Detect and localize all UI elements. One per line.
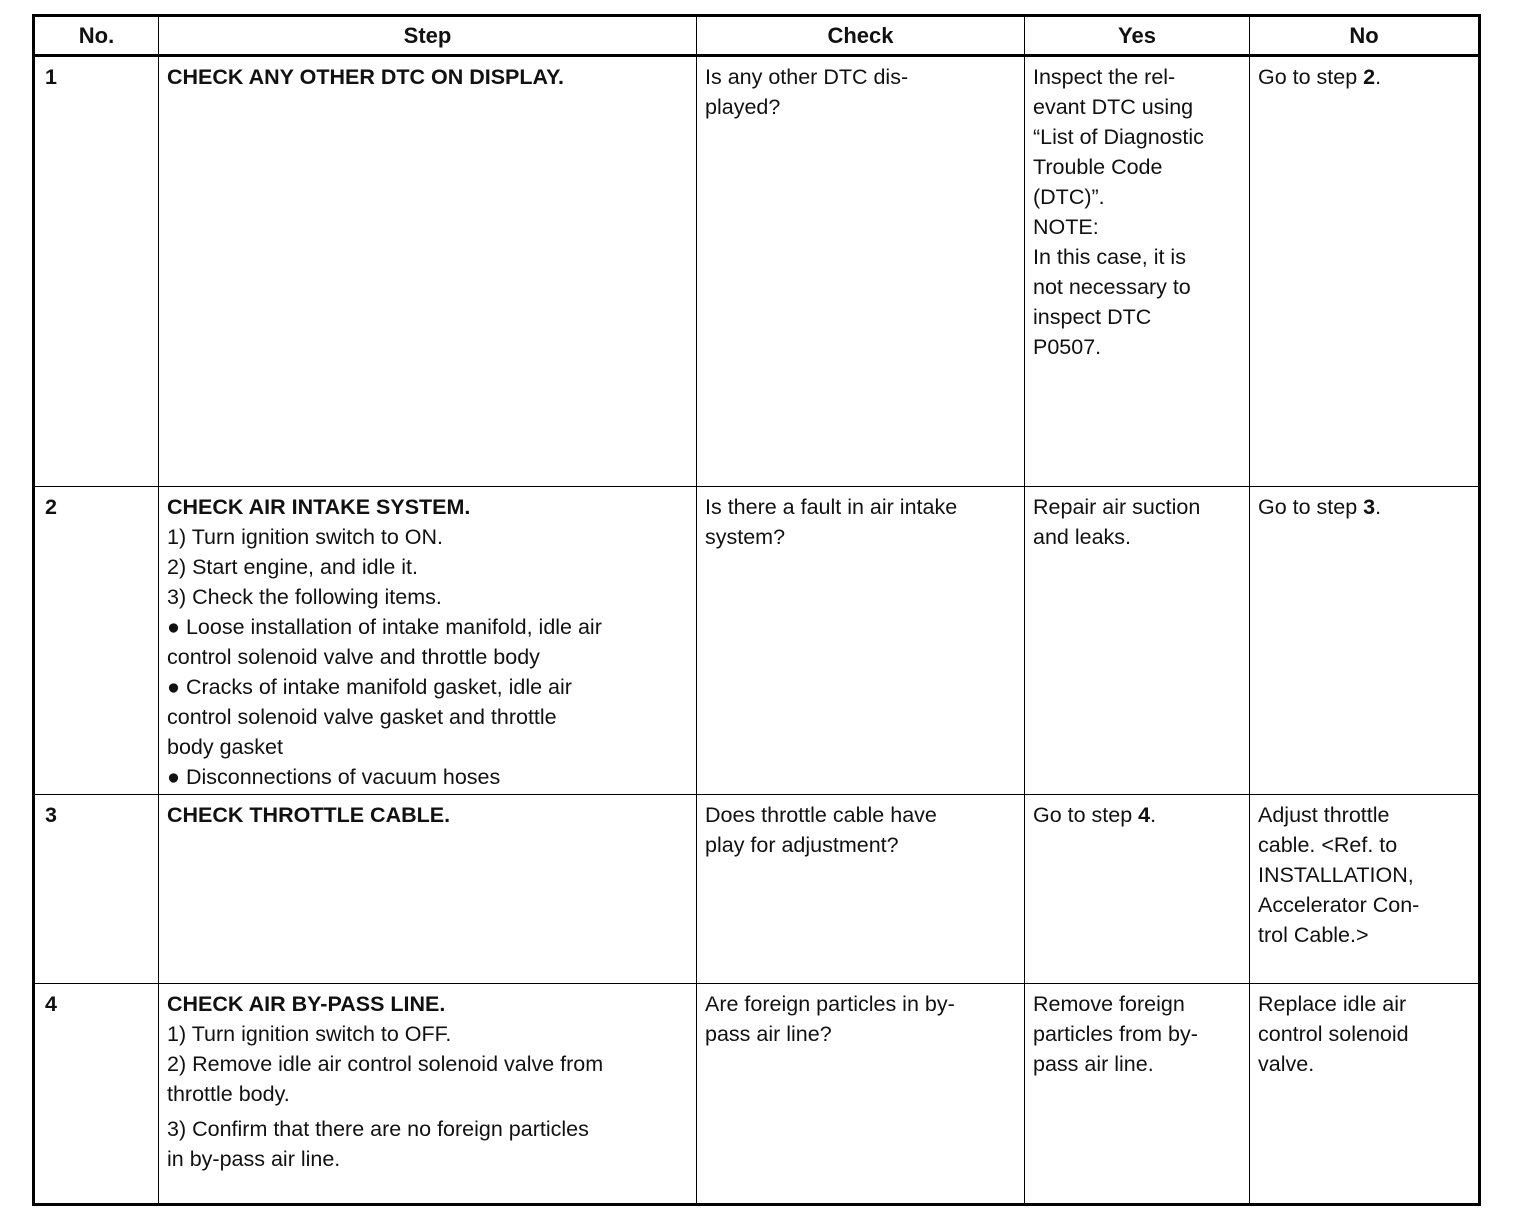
yes-cell <box>1025 795 1250 984</box>
step-instruction: 1) Turn ignition switch to ON. <box>167 525 444 549</box>
check-text: Is any other DTC dis- <box>705 65 909 89</box>
step-cell <box>159 795 697 984</box>
header-check: Check <box>697 16 1025 56</box>
yes-text-end: . <box>1150 803 1157 827</box>
yes-text: evant DTC using <box>1033 95 1194 119</box>
step-title: CHECK ANY OTHER DTC ON DISPLAY. <box>167 65 565 89</box>
goto-step-number: 3 <box>1363 495 1376 519</box>
no-cell <box>1250 487 1480 795</box>
step-instruction: 3) Check the following items. <box>167 585 442 609</box>
yes-text: Repair air suction <box>1033 495 1201 519</box>
step-cell <box>159 56 697 487</box>
check-text: play for adjustment? <box>705 833 899 857</box>
yes-cell <box>1025 984 1250 1205</box>
header-step: Step <box>159 16 697 56</box>
yes-cell <box>1025 487 1250 795</box>
step-instruction: 1) Turn ignition switch to OFF. <box>167 1022 452 1046</box>
header-yes: Yes <box>1025 16 1250 56</box>
yes-cell <box>1025 56 1250 487</box>
check-cell <box>697 984 1025 1205</box>
row-number: 4 <box>34 984 159 1205</box>
row-number: 2 <box>34 487 159 795</box>
bullet-item-cont: control solenoid valve gasket and throttle <box>167 705 557 729</box>
no-text-end: . <box>1375 65 1382 89</box>
yes-text: particles from by- <box>1033 1022 1198 1046</box>
header-no-result: No <box>1250 16 1480 56</box>
step-instruction-cont: throttle body. <box>167 1082 290 1106</box>
goto-step-number: 2 <box>1363 65 1376 89</box>
yes-text: “List of Diagnostic <box>1033 125 1204 149</box>
yes-text: Trouble Code <box>1033 155 1163 179</box>
step-title: CHECK THROTTLE CABLE. <box>167 803 451 827</box>
step-instruction: 2) Remove idle air control solenoid valve from <box>167 1052 604 1076</box>
note-text: inspect DTC <box>1033 305 1152 329</box>
note-text: P0507. <box>1033 335 1102 359</box>
note-text: In this case, it is <box>1033 245 1186 269</box>
no-text: valve. <box>1258 1052 1315 1076</box>
row-number: 3 <box>34 795 159 984</box>
bullet-item-cont: body gasket <box>167 735 283 759</box>
header-row <box>34 16 1480 56</box>
check-text: system? <box>705 525 786 549</box>
table-row <box>34 984 1480 1205</box>
yes-text: pass air line. <box>1033 1052 1154 1076</box>
no-text: trol Cable.> <box>1258 923 1369 947</box>
step-instruction: 3) Confirm that there are no foreign particles <box>167 1117 589 1141</box>
no-text-end: . <box>1375 495 1382 519</box>
no-text: cable. <Ref. to <box>1258 833 1398 857</box>
bullet-item: ● Disconnections of vacuum hoses <box>167 765 501 789</box>
step-instruction: 2) Start engine, and idle it. <box>167 555 418 579</box>
check-cell <box>697 56 1025 487</box>
note-text: not necessary to <box>1033 275 1191 299</box>
diagnostic-table <box>32 14 1481 1206</box>
row-number: 1 <box>34 56 159 487</box>
header-no: No. <box>34 16 159 56</box>
check-text: Is there a fault in air intake <box>705 495 958 519</box>
check-cell <box>697 487 1025 795</box>
step-cell <box>159 984 697 1205</box>
no-text: Replace idle air <box>1258 992 1407 1016</box>
bullet-item-cont: control solenoid valve and throttle body <box>167 645 540 669</box>
bullet-item: ● Cracks of intake manifold gasket, idle air <box>167 675 572 699</box>
no-text: Accelerator Con- <box>1258 893 1420 917</box>
no-text: INSTALLATION, <box>1258 863 1414 887</box>
table-row <box>34 795 1480 984</box>
note-label: NOTE: <box>1033 215 1099 239</box>
check-text: pass air line? <box>705 1022 832 1046</box>
no-text: Go to step <box>1258 65 1364 89</box>
check-text: played? <box>705 95 781 119</box>
check-text: Does throttle cable have <box>705 803 937 827</box>
table-header <box>34 16 1480 56</box>
step-title: CHECK AIR INTAKE SYSTEM. <box>167 495 471 519</box>
step-instruction-cont: in by-pass air line. <box>167 1147 341 1171</box>
step-title: CHECK AIR BY-PASS LINE. <box>167 992 446 1016</box>
yes-text: Remove foreign <box>1033 992 1185 1016</box>
no-cell <box>1250 56 1480 487</box>
no-text: Go to step <box>1258 495 1364 519</box>
table-row <box>34 487 1480 795</box>
bullet-item: ● Loose installation of intake manifold, idle air <box>167 615 602 639</box>
no-text: control solenoid <box>1258 1022 1409 1046</box>
no-text: Adjust throttle <box>1258 803 1390 827</box>
goto-step-number: 4 <box>1138 803 1151 827</box>
yes-text: (DTC)”. <box>1033 185 1105 209</box>
yes-text: Inspect the rel- <box>1033 65 1176 89</box>
no-cell <box>1250 795 1480 984</box>
check-cell <box>697 795 1025 984</box>
table-row <box>34 56 1480 487</box>
no-cell <box>1250 984 1480 1205</box>
yes-text: Go to step <box>1033 803 1139 827</box>
yes-text: and leaks. <box>1033 525 1132 549</box>
check-text: Are foreign particles in by- <box>705 992 955 1016</box>
step-cell <box>159 487 697 795</box>
